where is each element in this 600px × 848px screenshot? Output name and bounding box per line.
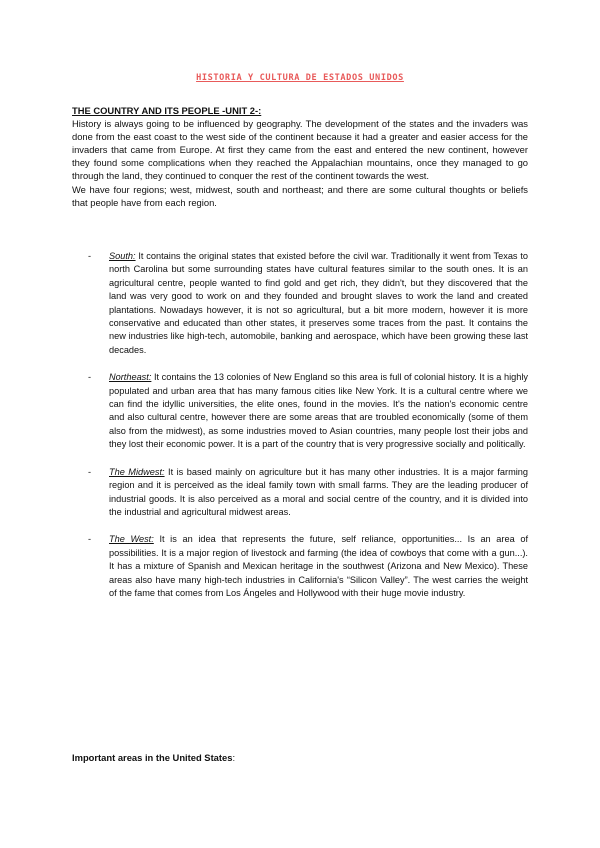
region-item-northeast xyxy=(88,371,528,451)
region-name-northeast: Northeast: xyxy=(109,372,152,383)
intro-paragraph-2: We have four regions; west, midwest, south and northeast; and there are some cultural thoughts or beliefs that people have from each region. xyxy=(72,183,528,208)
document-title xyxy=(0,73,600,83)
region-item-midwest xyxy=(88,466,528,520)
region-item-west xyxy=(88,533,528,600)
regions-list xyxy=(88,250,528,614)
intro-paragraph-1: History is always going to be influenced by geography. The development of the states and the invaders was done from the east coast to the west side of the continent because it had a greater and easier access for the invaders that came from Europe. At first they came from the east and entered the new continent, however they found some complications when they reached the Appalachian mountains, once they managed to go through the land, they continued to conquer the rest of the continent towards the west. xyxy=(72,118,528,182)
document-title-text: HISTORIA Y CULTURA DE ESTADOS UNIDOS xyxy=(196,73,404,83)
region-name-midwest: The Midwest: xyxy=(109,466,165,477)
list-dash: - xyxy=(88,534,92,545)
list-dash: - xyxy=(88,466,92,477)
region-name-west: The West: xyxy=(109,534,154,545)
list-dash: - xyxy=(88,251,92,261)
list-dash: - xyxy=(88,372,92,383)
important-areas-heading xyxy=(72,752,235,763)
region-text-midwest: It is based mainly on agriculture but it has many other industries. It is a major farming region and it is perceived as the ideal family town with small farms. They are the leading producer of industrial goods. It is also perceived as a moral and social centre of the country, and it is divided into the industrial and agricultural midwest areas. xyxy=(109,466,528,517)
region-item-south xyxy=(88,250,528,357)
region-text-west: It is an idea that represents the future, self reliance, opportunities... Is an area of possibilities. It is a major region of livestock and farming (the idea of cowboys that come with a gun...). It has a mixture of Spanish and Mexican heritage in the southwest (Arizona and New Mexico). These areas also have many high-tech industries in California's “Silicon Valley”. The west carries the weight of the fame that comes from Los Ángeles and Hollywood with their huge movie industry. xyxy=(109,534,529,598)
region-text-northeast: It contains the 13 colonies of New England so this area is full of colonial history. It is a highly populated and urban area that has many famous cities like New York. It is a cultural centre where we can find the idyllic universities, the elite ones, found in the movies. It's the nation's economic centre and also cultural centre, however there are some areas that are troubled economically (some of them also from the midwest), as some industries moved to Asian countries, many people lost their jobs and they lost their economic power. It is a part of the country that is very progressive socially and politically. xyxy=(109,372,528,450)
important-areas-colon: : xyxy=(232,752,236,763)
region-name-south: South: xyxy=(109,251,136,261)
important-areas-heading-text: Important areas in the United States xyxy=(72,752,233,763)
intro-block xyxy=(72,104,528,209)
section-heading: THE COUNTRY AND ITS PEOPLE -UNIT 2-: xyxy=(72,105,262,116)
region-text-south: It contains the original states that existed before the civil war. Traditionally it went from Texas to north Carolina but some surrounding states have cultural features similar to the south ones. It is an agricultural centre, people wanted to find gold and get rich, they didn't, but they discovered that the land was very good to work on and they founded and brought slaves to work the land and created plantations. Nowadays however, it is not so agricultural, but a bit more modern, however it is more conservative and educated than other states, it preserves some traces from the past. It contains the new industries like high-tech, automobile, banking and aerospace, which have been growing these last decades. xyxy=(109,251,528,355)
